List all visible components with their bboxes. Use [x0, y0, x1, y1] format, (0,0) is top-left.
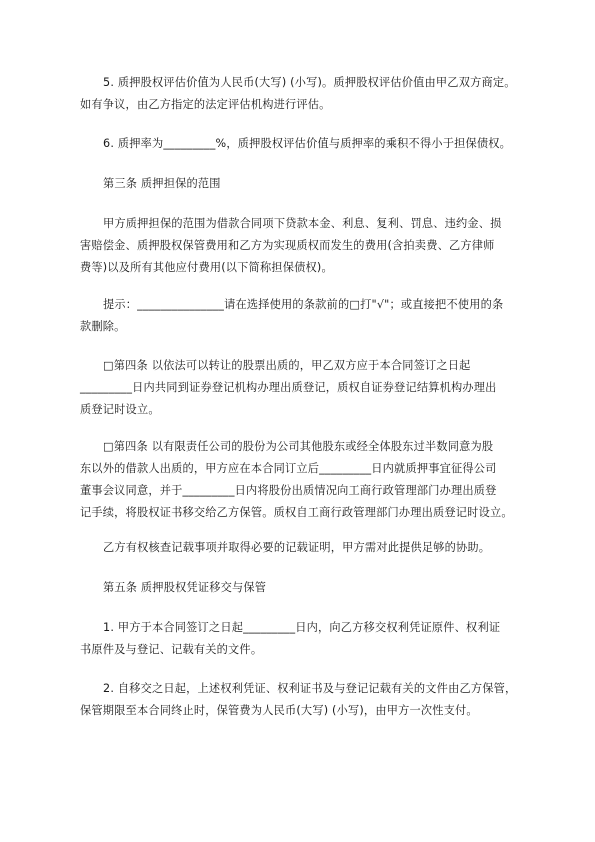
article-5-clause-2: [80, 678, 533, 722]
clause-6-pledge-rate: [103, 133, 533, 155]
article-5-clause-1: [80, 617, 533, 661]
text-line: 6. 质押率为_________%，质押股权评估价值与质押率的乘积不得小于担保债权。: [103, 137, 512, 150]
text-line: 提示：_______________请在选择使用的条款前的□打"√"；或直接把不使用的条: [103, 298, 504, 311]
text-line: 款删除。: [80, 320, 126, 333]
text-line: _________日内共同到证券登记机构办理出质登记，质权自证券登记结算机构办理出: [80, 381, 497, 394]
text-line: 质登记时设立。: [80, 403, 160, 416]
text-line: 费等)以及所有其他应付费用(以下简称担保债权)。: [80, 261, 333, 274]
article-4-option-a: [80, 355, 533, 421]
text-line: 记手续，将股权证书移交给乙方保管。质权自工商行政管理部门办理出质登记时设立。: [80, 506, 513, 519]
text-line: 第五条 质押股权凭证移交与保管: [103, 581, 267, 594]
text-line: 保管期限至本合同终止时，保管费为人民币(大写) (小写)，由甲方一次性支付。: [80, 704, 478, 717]
text-line: 甲方质押担保的范围为借款合同项下贷款本金、利息、复利、罚息、违约金、损: [103, 217, 502, 230]
text-line: 书原件及与登记、记载有关的文件。: [80, 643, 263, 656]
text-line: 东以外的借款人出质的，甲方应在本合同订立后_________日内就质押事宜征得公司: [80, 462, 497, 475]
verification-right: [103, 537, 533, 559]
article-4-option-b: [80, 436, 533, 524]
article-3-heading: [103, 173, 533, 195]
text-line: □第四条 以依法可以转让的股票出质的，甲乙双方应于本合同签订之日起: [103, 359, 471, 372]
text-line: 1. 甲方于本合同签订之日起_________日内，向乙方移交权利凭证原件、权利证: [103, 621, 501, 634]
article-5-heading: [103, 577, 533, 599]
text-line: □第四条 以有限责任公司的股份为公司其他股东或经全体股东过半数同意为股: [103, 440, 494, 453]
text-line: 第三条 质押担保的范围: [103, 177, 221, 190]
article-3-scope: [80, 213, 533, 279]
text-line: 害赔偿金、质押股权保管费用和乙方为实现质权而发生的费用(含拍卖费、乙方律师: [80, 239, 495, 252]
text-line: 董事会议同意，并于_________日内将股份出质情况向工商行政管理部门办理出质登: [80, 484, 497, 497]
text-line: 乙方有权核查记载事项并取得必要的记载证明，甲方需对此提供足够的协助。: [103, 541, 491, 554]
clause-5-valuation: [80, 72, 533, 116]
text-line: 如有争议，由乙方指定的法定评估机构进行评估。: [80, 98, 331, 111]
hint-note: [80, 294, 533, 338]
text-line: 5. 质押股权评估价值为人民币(大写) (小写)。质押股权评估价值由甲乙双方商定。: [103, 76, 516, 89]
text-line: 2. 自移交之日起，上述权利凭证、权利证书及与登记记载有关的文件由乙方保管，: [103, 682, 517, 695]
